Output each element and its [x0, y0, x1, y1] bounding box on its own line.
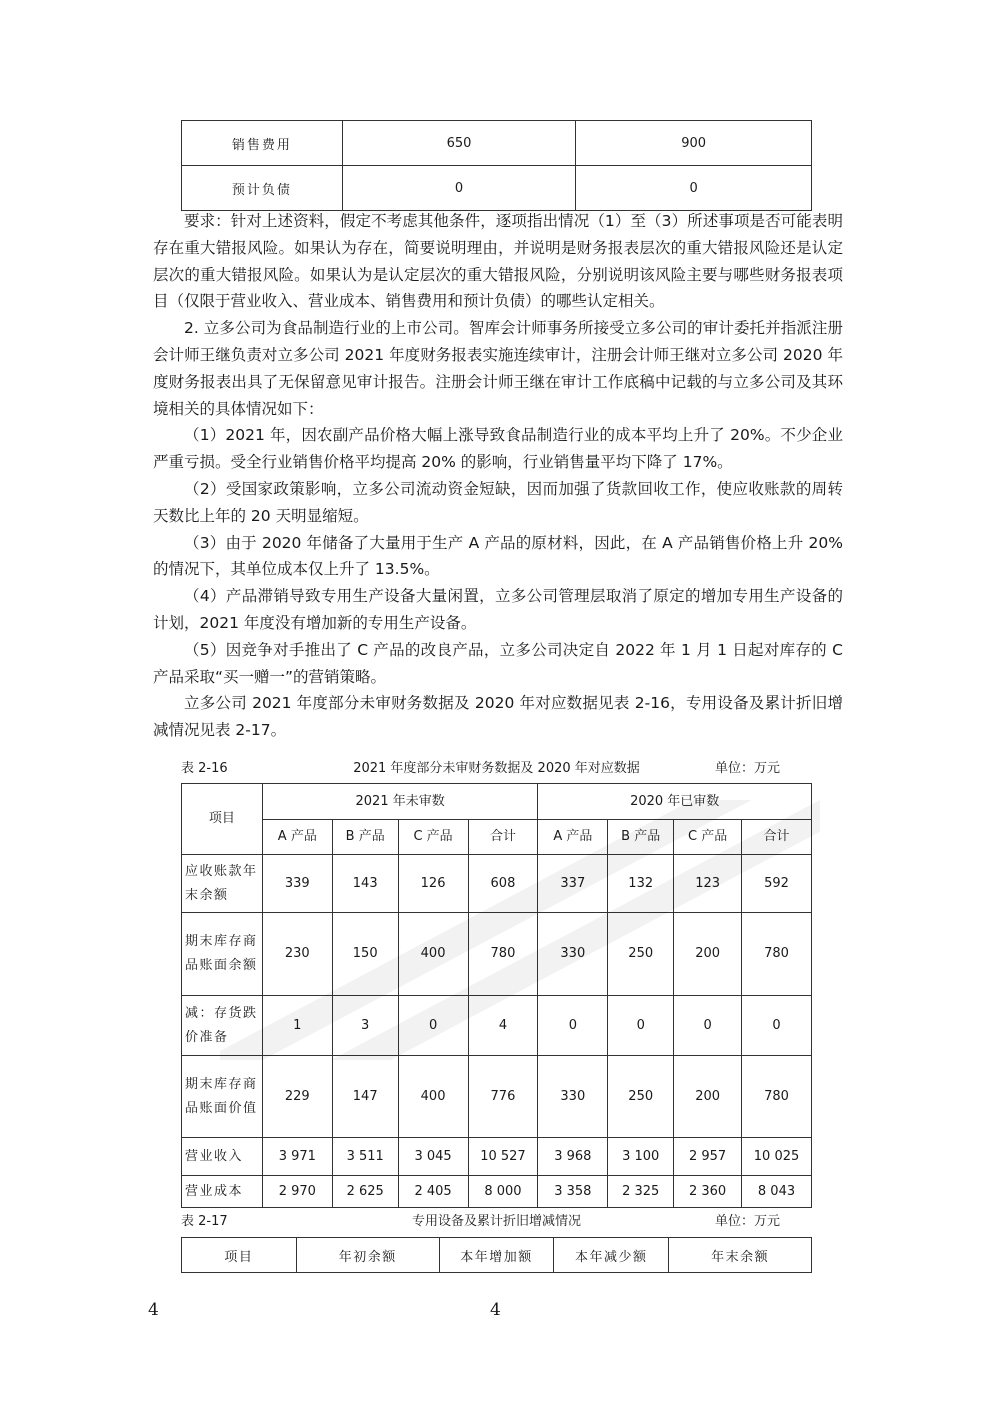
table-cell: 592	[742, 855, 812, 913]
table-cell: 400	[398, 1056, 468, 1138]
column-header: B 产品	[608, 820, 674, 855]
paragraph: （1）2021 年，因农副产品价格大幅上涨导致食品制造行业的成本平均上升了 20%。不少企业严重亏损。受全行业销售价格平均提高 20% 的影响，行业销售量平均下降了 17%。	[153, 426, 843, 472]
table-cell: 3	[332, 996, 398, 1056]
column-header: C 产品	[674, 820, 742, 855]
column-header: 年初余额	[296, 1238, 439, 1273]
table-cell: 2 625	[332, 1176, 398, 1208]
table-cell: 650	[342, 121, 576, 166]
table-cell: 337	[538, 855, 608, 913]
table-title: 2021 年度部分未审财务数据及 2020 年对应数据	[353, 761, 640, 776]
table-cell: 3 971	[262, 1138, 332, 1176]
table-cell: 200	[674, 913, 742, 996]
row-label: 减：存货跌价准备	[182, 996, 263, 1056]
row-label: 期末库存商品账面价值	[182, 1056, 263, 1138]
paragraph: （5）因竞争对手推出了 C 产品的改良产品，立多公司决定自 2022 年 1 月 1 日起对库存的 C 产品采取“买一赠一”的营销策略。	[153, 640, 843, 686]
column-header: B 产品	[332, 820, 398, 855]
table-cell: 2 360	[674, 1176, 742, 1208]
column-header: A 产品	[538, 820, 608, 855]
page-number-center: 4	[490, 1300, 501, 1320]
table-cell: 2 957	[674, 1138, 742, 1176]
table-cell: 0	[538, 996, 608, 1056]
table-cell: 339	[262, 855, 332, 913]
paragraph: 2. 立多公司为食品制造行业的上市公司。智库会计师事务所接受立多公司的审计委托并指派注册会计师王继负责对立多公司 2021 年度财务报表实施连续审计，注册会计师王继对立多公司 2020 年度财务报表出具了无保留意见审计报告。注册会计师王继在审计工作底稿中记载的与立多公司及其环境相关的具体情况如下：	[153, 319, 843, 418]
paragraph: 立多公司 2021 年度部分未审财务数据及 2020 年对应数据见表 2-16，专用设备及累计折旧增减情况见表 2-17。	[153, 694, 843, 740]
table-cell: 3 358	[538, 1176, 608, 1208]
table-cell: 400	[398, 913, 468, 996]
table-cell: 330	[538, 913, 608, 996]
table-cell: 126	[398, 855, 468, 913]
column-group-2020: 2020 年已审数	[538, 784, 812, 820]
table-unit: 单位：万元	[714, 761, 780, 776]
table-row	[182, 996, 812, 1056]
table-cell: 0	[576, 166, 812, 211]
table-cell: 900	[576, 121, 812, 166]
table-2-16-caption	[181, 759, 812, 779]
table-cell: 3 511	[332, 1138, 398, 1176]
table-cell: 230	[262, 913, 332, 996]
column-header: 年末余额	[669, 1238, 812, 1273]
table-cell: 8 043	[742, 1176, 812, 1208]
column-header: 合计	[742, 820, 812, 855]
table-cell: 3 045	[398, 1138, 468, 1176]
table-header-row	[182, 784, 812, 820]
table-cell: 8 000	[468, 1176, 538, 1208]
table-subheader-row	[182, 820, 812, 855]
table-cell: 0	[674, 996, 742, 1056]
table-cell: 10 527	[468, 1138, 538, 1176]
table-cell: 330	[538, 1056, 608, 1138]
table-cell: 229	[262, 1056, 332, 1138]
column-group-2021: 2021 年未审数	[262, 784, 538, 820]
row-label: 期末库存商品账面余额	[182, 913, 263, 996]
column-header-item: 项目	[182, 784, 263, 855]
paragraph: （4）产品滞销导致专用生产设备大量闲置，立多公司管理层取消了原定的增加专用生产设备的计划，2021 年度没有增加新的专用生产设备。	[153, 587, 843, 632]
table-cell: 780	[742, 1056, 812, 1138]
row-label: 应收账款年末余额	[182, 855, 263, 913]
table-number: 表 2-17	[181, 1214, 228, 1229]
table-cell: 143	[332, 855, 398, 913]
table-header-row	[182, 1238, 812, 1273]
table-row	[182, 855, 812, 913]
table-row	[182, 913, 812, 996]
table-cell: 1	[262, 996, 332, 1056]
table-cell: 776	[468, 1056, 538, 1138]
table-cell: 4	[468, 996, 538, 1056]
column-header: C 产品	[398, 820, 468, 855]
table-cell: 0	[742, 996, 812, 1056]
table-row	[182, 121, 812, 166]
table-cell: 123	[674, 855, 742, 913]
table-cell: 780	[468, 913, 538, 996]
table-row	[182, 1138, 812, 1176]
table-cell: 250	[608, 913, 674, 996]
table-row	[182, 1176, 812, 1208]
table-2-17	[181, 1237, 812, 1273]
table-unit: 单位：万元	[714, 1214, 780, 1229]
table-cell: 0	[608, 996, 674, 1056]
row-label: 预计负债	[182, 166, 343, 211]
column-header: 项目	[182, 1238, 297, 1273]
column-header: 合计	[468, 820, 538, 855]
table-cell: 3 968	[538, 1138, 608, 1176]
column-header: 本年增加额	[439, 1238, 554, 1273]
table-cell: 0	[342, 166, 576, 211]
column-header: 本年减少额	[554, 1238, 669, 1273]
table-cell: 608	[468, 855, 538, 913]
table-cell: 780	[742, 913, 812, 996]
page-number-left: 4	[148, 1300, 159, 1320]
table-row	[182, 1056, 812, 1138]
table-cell: 0	[398, 996, 468, 1056]
table-title: 专用设备及累计折旧增减情况	[411, 1214, 581, 1229]
table-cell: 147	[332, 1056, 398, 1138]
table-cell: 10 025	[742, 1138, 812, 1176]
row-label: 营业成本	[182, 1176, 263, 1208]
table-2-16	[181, 783, 812, 1208]
table-cell: 150	[332, 913, 398, 996]
table-cell: 3 100	[608, 1138, 674, 1176]
paragraph: （2）受国家政策影响，立多公司流动资金短缺，因而加强了货款回收工作，使应收账款的周转天数比上年的 20 天明显缩短。	[153, 479, 843, 525]
paragraph: （3）由于 2020 年储备了大量用于生产 A 产品的原材料，因此，在 A 产品销售价格上升 20% 的情况下，其单位成本仅上升了 13.5%。	[153, 533, 843, 579]
table-cell: 2 325	[608, 1176, 674, 1208]
table-cell: 250	[608, 1056, 674, 1138]
row-label: 营业收入	[182, 1138, 263, 1176]
column-header: A 产品	[262, 820, 332, 855]
table-number: 表 2-16	[181, 761, 228, 776]
table-cell: 2 405	[398, 1176, 468, 1208]
row-label: 销售费用	[182, 121, 343, 166]
paragraph: 要求：针对上述资料，假定不考虑其他条件，逐项指出情况（1）至（3）所述事项是否可能表明存在重大错报风险。如果认为存在，简要说明理由，并说明是财务报表层次的重大错报风险还是认定层次的重大错报风险。如果认为是认定层次的重大错报风险，分别说明该风险主要与哪些财务报表项目（仅限于营业收入、营业成本、销售费用和预计负债）的哪些认定相关。	[153, 212, 843, 311]
table-cell: 132	[608, 855, 674, 913]
top-continuation-table	[181, 120, 812, 211]
table-row	[182, 166, 812, 211]
table-cell: 200	[674, 1056, 742, 1138]
table-2-17-caption	[181, 1212, 812, 1232]
table-cell: 2 970	[262, 1176, 332, 1208]
body-text	[153, 208, 843, 744]
